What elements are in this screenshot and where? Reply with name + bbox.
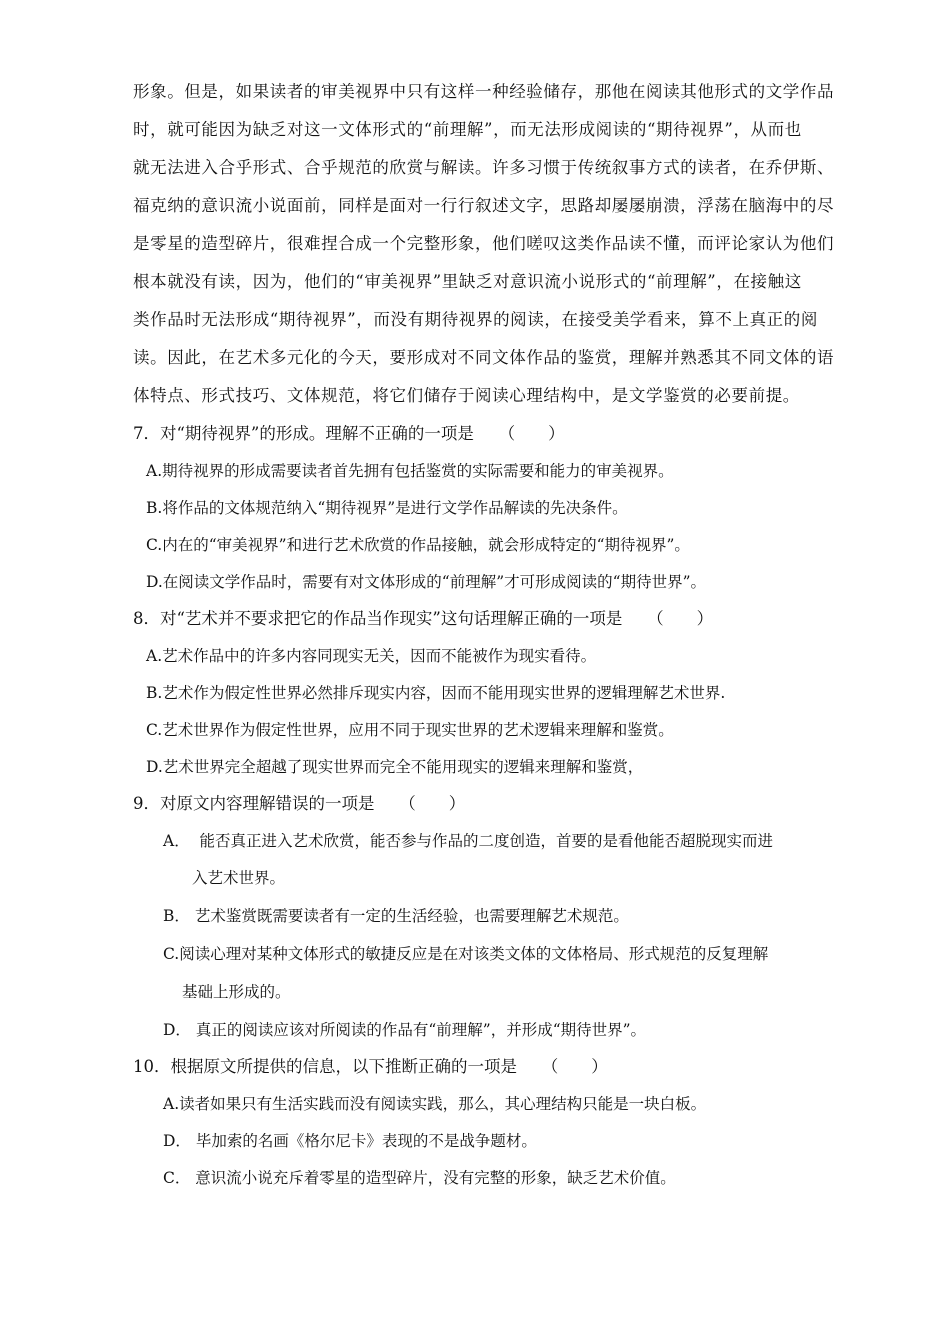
question-7-option-c: C.内在的“审美视界”和进行艺术欣赏的作品接触，就会形成特定的“期待视界”。 — [146, 536, 690, 554]
question-8-stem: 8．对“艺术并不要求把它的作品当作现实”这句话理解正确的一项是 （ ） — [133, 609, 714, 628]
question-9-option-c-continued: 基础上形成的。 — [182, 983, 291, 1001]
question-7-option-b: B.将作品的文体规范纳入“期待视界”是进行文学作品解读的先决条件。 — [146, 499, 628, 517]
question-9-option-c: C.阅读心理对某种文体形式的敏捷反应是在对该类文体的文体格局、形式规范的反复理解 — [163, 945, 769, 963]
passage-line: 根本就没有读，因为，他们的“审美视界”里缺乏对意识流小说形式的“前理解”，在接触这 — [133, 272, 802, 291]
passage-line: 是零星的造型碎片，很难捏合成一个完整形象，他们嗟叹这类作品读不懂，而评论家认为他们 — [133, 234, 835, 253]
passage-line: 体特点、形式技巧、文体规范，将它们储存于阅读心理结构中，是文学鉴赏的必要前提。 — [133, 386, 800, 405]
question-7-option-a: A.期待视界的形成需要读者首先拥有包括鉴赏的实际需要和能力的审美视界。 — [146, 462, 674, 480]
question-9-stem: 9．对原文内容理解错误的一项是 （ ） — [133, 794, 466, 813]
question-8-option-b: B.艺术作为假定性世界必然排斥现实内容，因而不能用现实世界的逻辑理解艺术世界. — [146, 684, 726, 702]
question-10-option-c: C． 意识流小说充斥着零星的造型碎片，没有完整的形象，缺乏艺术价值。 — [163, 1169, 676, 1187]
passage-line: 就无法进入合乎形式、合乎规范的欣赏与解读。许多习惯于传统叙事方式的读者，在乔伊斯、 — [133, 158, 835, 177]
passage-line: 读。因此，在艺术多元化的今天，要形成对不同文体作品的鉴赏，理解并熟悉其不同文体的语 — [133, 348, 835, 367]
question-10-option-a: A.读者如果只有生活实践而没有阅读实践，那么，其心理结构只能是一块白板。 — [163, 1095, 707, 1113]
question-9-option-a-continued: 入艺术世界。 — [192, 869, 286, 887]
question-7-option-d: D.在阅读文学作品时，需要有对文体形成的“前理解”才可形成阅读的“期待世界”。 — [146, 573, 707, 591]
question-10-option-d: D． 毕加索的名画《格尔尼卡》表现的不是战争题材。 — [163, 1132, 537, 1150]
question-9-option-d: D． 真正的阅读应该对所阅读的作品有“前理解”，并形成“期待世界”。 — [163, 1021, 647, 1039]
question-7-stem: 7．对“期待视界”的形成。理解不正确的一项是 （ ） — [133, 424, 565, 443]
question-10-stem: 10．根据原文所提供的信息，以下推断正确的一项是 （ ） — [133, 1057, 608, 1076]
question-8-option-c: C.艺术世界作为假定性世界，应用不同于现实世界的艺术逻辑来理解和鉴赏。 — [146, 721, 674, 739]
question-9-option-a: A． 能否真正进入艺术欣赏，能否参与作品的二度创造，首要的是看他能否超脱现实而进 — [163, 832, 774, 850]
passage-line: 形象。但是，如果读者的审美视界中只有这样一种经验储存，那他在阅读其他形式的文学作品 — [133, 82, 835, 101]
question-9-option-b: B． 艺术鉴赏既需要读者有一定的生活经验，也需要理解艺术规范。 — [163, 907, 629, 925]
passage-line: 类作品时无法形成“期待视界”，而没有期待视界的阅读，在接受美学看来，算不上真正的阅 — [133, 310, 818, 329]
question-8-option-a: A.艺术作品中的许多内容同现实无关，因而不能被作为现实看待。 — [146, 647, 597, 665]
passage-line: 时，就可能因为缺乏对这一文体形式的“前理解”，而无法形成阅读的“期待视界”，从而也 — [133, 120, 802, 139]
question-8-option-d: D.艺术世界完全超越了现实世界而完全不能用现实的逻辑来理解和鉴赏， — [146, 758, 644, 776]
passage-line: 福克纳的意识流小说面前，同样是面对一行行叙述文字，思路却屡屡崩溃，浮荡在脑海中的尽 — [133, 196, 835, 215]
